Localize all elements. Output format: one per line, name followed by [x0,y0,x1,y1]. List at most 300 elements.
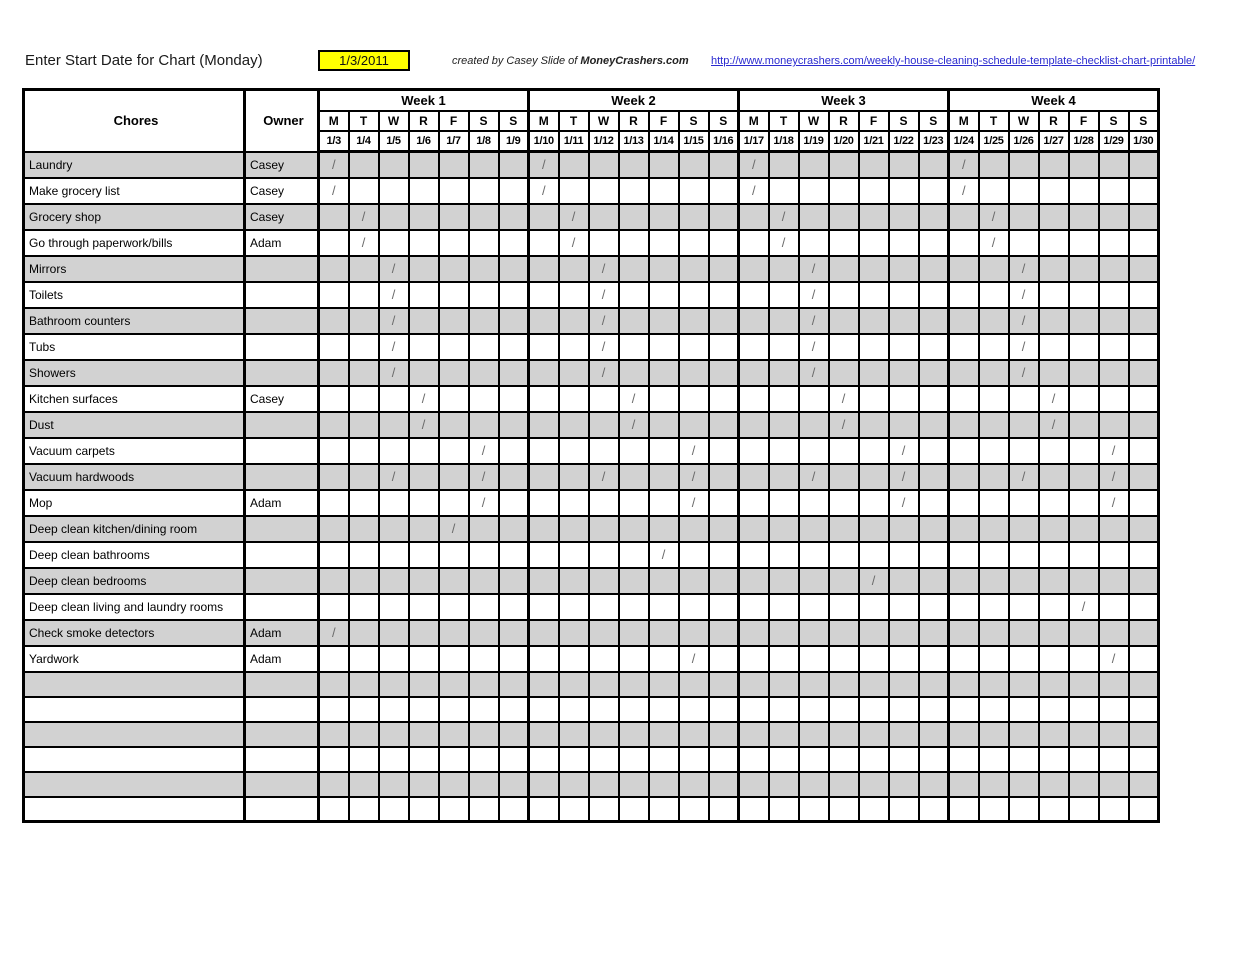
day-cell [349,178,379,204]
day-cell [409,204,439,230]
day-cell: / [799,334,829,360]
day-cell [559,256,589,282]
credit-line [452,55,689,67]
table-row [24,646,1159,672]
day-cell [529,386,559,412]
day-cell [439,256,469,282]
day-cell [859,722,889,747]
day-cell [739,516,769,542]
day-cell [619,204,649,230]
empty-row [24,722,1159,747]
day-cell [859,230,889,256]
day-cell [709,152,739,178]
day-cell: / [529,152,559,178]
day-cell [559,464,589,490]
day-cell: / [1009,360,1039,386]
day-cell [379,646,409,672]
day-cell [679,516,709,542]
chore-cell: Deep clean bedrooms [24,568,245,594]
day-cell [589,542,619,568]
day-cell [919,412,949,438]
day-cell [1129,334,1159,360]
day-cell [619,438,649,464]
day-letter-header: S [919,111,949,131]
chore-cell: Mop [24,490,245,516]
day-cell [319,438,349,464]
day-cell [1129,722,1159,747]
day-cell [319,230,349,256]
day-cell [1069,334,1099,360]
day-cell [1099,386,1129,412]
day-cell [469,646,499,672]
day-cell [709,464,739,490]
day-cell [859,282,889,308]
day-cell [919,646,949,672]
day-cell [349,438,379,464]
day-cell [1129,516,1159,542]
day-cell [559,178,589,204]
owner-cell [245,772,319,797]
chore-cell: Kitchen surfaces [24,386,245,412]
day-cell [829,256,859,282]
owner-cell [245,568,319,594]
day-cell [829,672,859,697]
day-cell [1099,747,1129,772]
day-cell [439,620,469,646]
day-cell [739,386,769,412]
day-letter-header: S [1099,111,1129,131]
day-cell [619,256,649,282]
week-header-3: Week 3 [739,90,949,112]
day-cell [469,360,499,386]
day-cell [799,620,829,646]
day-cell [589,646,619,672]
day-cell: / [949,152,979,178]
day-cell [439,204,469,230]
day-cell [1039,230,1069,256]
day-cell [409,152,439,178]
day-cell [319,412,349,438]
day-cell [1069,360,1099,386]
day-cell [919,152,949,178]
day-cell [1009,230,1039,256]
day-cell [1069,464,1099,490]
day-cell [919,204,949,230]
day-cell [319,772,349,797]
day-cell [709,747,739,772]
day-cell [949,360,979,386]
day-cell [439,594,469,620]
day-cell [379,204,409,230]
day-cell [769,594,799,620]
day-cell [679,772,709,797]
day-letter-header: F [439,111,469,131]
day-letter-header: M [949,111,979,131]
day-cell [499,594,529,620]
table-row [24,464,1159,490]
day-cell [379,542,409,568]
day-cell [409,178,439,204]
day-cell [919,178,949,204]
day-cell [889,747,919,772]
day-cell [709,308,739,334]
day-cell [679,594,709,620]
start-date-input[interactable]: 1/3/2011 [318,50,410,71]
owner-cell [245,334,319,360]
day-cell [769,334,799,360]
day-cell [679,152,709,178]
day-cell [799,797,829,822]
day-cell [1009,620,1039,646]
day-cell: / [649,542,679,568]
day-cell [1039,178,1069,204]
day-cell [889,204,919,230]
day-cell [499,722,529,747]
day-cell [619,334,649,360]
day-cell: / [349,230,379,256]
day-cell [859,178,889,204]
day-cell [799,772,829,797]
owner-cell: Adam [245,490,319,516]
day-cell [649,230,679,256]
day-cell [559,722,589,747]
day-cell [529,697,559,722]
empty-row [24,697,1159,722]
day-cell: / [469,438,499,464]
day-cell [769,568,799,594]
day-cell [1069,516,1099,542]
day-cell [529,772,559,797]
day-cell [739,360,769,386]
day-cell [769,620,799,646]
day-cell [1129,204,1159,230]
day-cell [1069,490,1099,516]
table-row [24,542,1159,568]
date-header: 1/14 [649,131,679,152]
day-cell [829,747,859,772]
day-cell [319,672,349,697]
day-cell [949,697,979,722]
day-cell [979,490,1009,516]
day-cell [799,204,829,230]
credit-brand: MoneyCrashers.com [580,55,689,67]
day-cell [1009,797,1039,822]
schedule-table [22,88,1160,823]
day-cell [1069,620,1099,646]
chore-cell: Tubs [24,334,245,360]
day-cell [739,308,769,334]
day-cell [529,620,559,646]
day-cell [889,152,919,178]
day-cell: / [1009,308,1039,334]
day-cell [619,697,649,722]
day-cell [649,282,679,308]
day-cell [409,360,439,386]
chores-column-header: Chores [24,90,245,152]
day-cell [439,568,469,594]
day-cell [499,747,529,772]
day-cell [379,568,409,594]
day-cell [469,772,499,797]
chore-cell: Dust [24,412,245,438]
day-letter-header: R [1039,111,1069,131]
day-cell [769,646,799,672]
day-cell [739,620,769,646]
week-header-1: Week 1 [319,90,529,112]
day-cell: / [379,308,409,334]
day-cell [649,464,679,490]
day-cell [529,204,559,230]
day-cell [439,360,469,386]
day-cell [979,334,1009,360]
day-cell [739,772,769,797]
day-cell [829,334,859,360]
day-cell [559,308,589,334]
day-cell [589,594,619,620]
day-cell [469,697,499,722]
day-cell [469,204,499,230]
day-cell [799,697,829,722]
day-cell: / [679,646,709,672]
day-cell [499,464,529,490]
day-cell [1099,204,1129,230]
day-cell [469,308,499,334]
day-cell [769,282,799,308]
day-cell [829,772,859,797]
day-cell [589,386,619,412]
day-cell [769,256,799,282]
day-letter-header: S [1129,111,1159,131]
day-cell [619,797,649,822]
day-cell [469,386,499,412]
day-cell [499,412,529,438]
day-cell [469,542,499,568]
chore-cell [24,697,245,722]
day-cell [709,204,739,230]
day-cell [1069,722,1099,747]
day-cell [499,672,529,697]
day-cell [499,256,529,282]
day-cell [1129,308,1159,334]
day-cell [589,204,619,230]
day-cell [949,412,979,438]
day-cell [709,568,739,594]
chore-cell: Toilets [24,282,245,308]
day-cell [979,542,1009,568]
day-cell [499,568,529,594]
date-header: 1/17 [739,131,769,152]
day-cell [739,282,769,308]
day-cell [889,256,919,282]
day-cell [349,334,379,360]
day-cell [859,620,889,646]
day-cell [889,282,919,308]
day-cell [709,386,739,412]
day-cell: / [979,230,1009,256]
day-cell [889,542,919,568]
day-cell: / [379,334,409,360]
day-cell [319,568,349,594]
day-cell: / [589,256,619,282]
day-cell [589,412,619,438]
day-cell [409,568,439,594]
day-cell [1039,542,1069,568]
day-cell [679,797,709,822]
day-cell [439,282,469,308]
day-cell: / [379,256,409,282]
day-cell [829,178,859,204]
day-cell [379,490,409,516]
day-cell [349,464,379,490]
day-cell [559,542,589,568]
day-cell [859,542,889,568]
day-cell [829,620,859,646]
day-cell [1129,620,1159,646]
date-header: 1/3 [319,131,349,152]
owner-cell [245,438,319,464]
day-cell [319,282,349,308]
day-cell [1069,697,1099,722]
day-cell [379,697,409,722]
day-cell [769,308,799,334]
day-cell [739,568,769,594]
date-header: 1/30 [1129,131,1159,152]
day-cell [619,178,649,204]
chore-cell [24,672,245,697]
chore-cell: Check smoke detectors [24,620,245,646]
day-cell [739,722,769,747]
day-cell [1069,772,1099,797]
day-cell: / [889,490,919,516]
day-cell [349,620,379,646]
owner-cell [245,308,319,334]
empty-row [24,772,1159,797]
day-cell: / [799,360,829,386]
day-cell [319,747,349,772]
day-cell [859,797,889,822]
day-cell [589,797,619,822]
owner-cell [245,797,319,822]
day-cell [559,412,589,438]
day-cell [439,464,469,490]
day-cell [649,747,679,772]
day-cell [1129,412,1159,438]
day-letter-header: F [859,111,889,131]
day-cell [349,308,379,334]
day-cell [319,334,349,360]
date-header: 1/23 [919,131,949,152]
day-cell [559,646,589,672]
day-cell [1069,230,1099,256]
template-link[interactable]: http://www.moneycrashers.com/weekly-house-cleaning-schedule-template-checklist-chart-printable/ [711,55,1196,67]
day-cell [619,594,649,620]
date-header: 1/29 [1099,131,1129,152]
day-cell [409,722,439,747]
day-cell [1099,282,1129,308]
table-row [24,620,1159,646]
day-cell [979,697,1009,722]
day-cell: / [679,438,709,464]
day-cell [559,516,589,542]
day-cell [529,797,559,822]
day-cell [739,672,769,697]
day-cell [619,230,649,256]
day-cell [469,516,499,542]
day-cell [319,256,349,282]
day-cell [679,256,709,282]
day-cell: / [739,152,769,178]
day-cell [469,334,499,360]
day-cell [889,386,919,412]
owner-cell [245,697,319,722]
day-cell [559,620,589,646]
day-cell [889,697,919,722]
day-cell [1039,256,1069,282]
table-row [24,256,1159,282]
day-cell [679,204,709,230]
day-cell [829,152,859,178]
day-cell: / [1069,594,1099,620]
date-header: 1/15 [679,131,709,152]
day-cell [319,386,349,412]
day-cell [709,256,739,282]
chore-cell: Deep clean living and laundry rooms [24,594,245,620]
owner-cell [245,464,319,490]
day-cell [829,490,859,516]
day-cell [859,412,889,438]
day-cell [739,542,769,568]
date-header: 1/12 [589,131,619,152]
day-cell [439,490,469,516]
day-cell [889,594,919,620]
day-cell [919,386,949,412]
day-cell [1069,386,1099,412]
day-cell [919,516,949,542]
day-cell [499,334,529,360]
day-cell [1129,360,1159,386]
day-letter-header: T [979,111,1009,131]
day-cell [1129,178,1159,204]
day-cell [709,772,739,797]
day-cell [1009,178,1039,204]
day-cell [769,747,799,772]
day-cell [769,542,799,568]
owner-cell: Adam [245,620,319,646]
day-cell [679,386,709,412]
day-cell [649,308,679,334]
day-cell [589,490,619,516]
owner-cell: Casey [245,178,319,204]
day-cell [619,722,649,747]
day-cell [739,204,769,230]
day-cell [859,256,889,282]
day-cell [1099,178,1129,204]
day-cell [709,797,739,822]
day-cell [469,620,499,646]
day-cell: / [1099,438,1129,464]
day-cell [949,464,979,490]
day-cell [919,256,949,282]
day-cell [1009,516,1039,542]
day-cell [649,697,679,722]
owner-cell [245,542,319,568]
day-cell [679,722,709,747]
day-cell [769,772,799,797]
day-cell [379,516,409,542]
day-cell [1009,412,1039,438]
day-cell [649,152,679,178]
day-cell [469,152,499,178]
